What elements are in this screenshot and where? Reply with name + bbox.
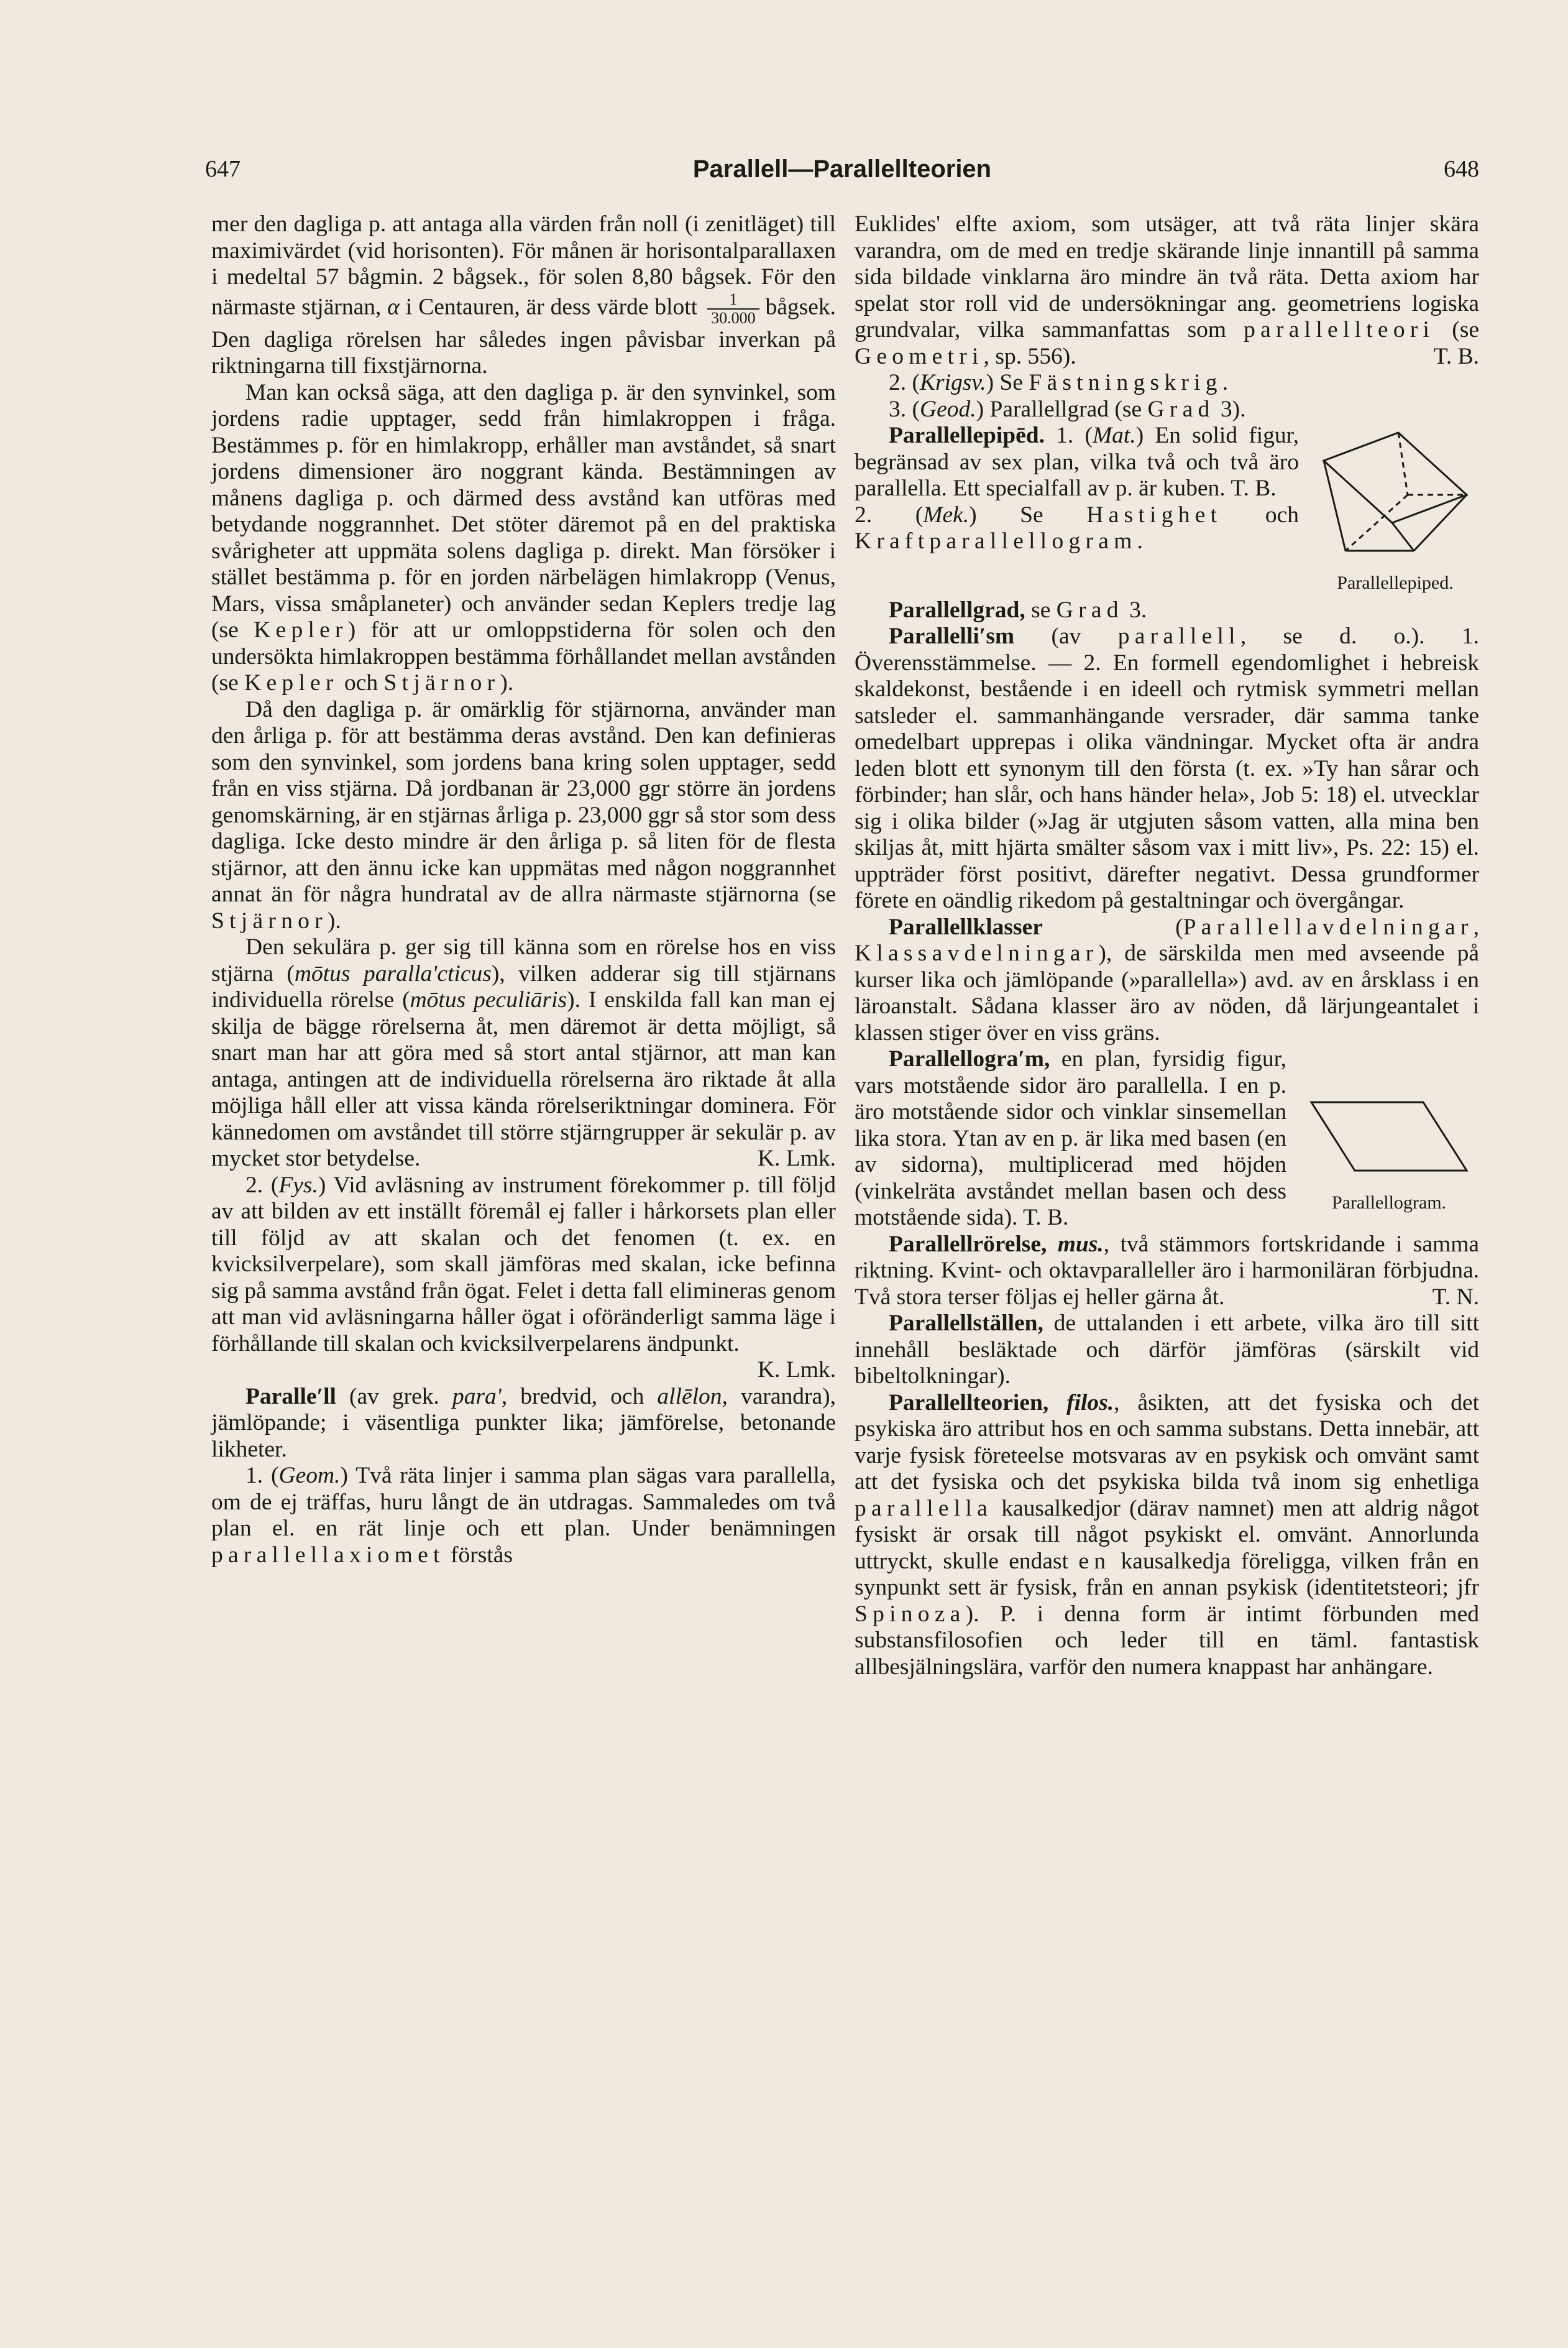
- figure-parallelogram: [1299, 1090, 1479, 1213]
- paragraph-annual-parallax: Då den dagliga p. är omärklig för stjärnorna, använder man den årliga p. för att bestämma deras avstånd. Den kan definieras som den synvinkel, som jordens bana kring solen upptager, sedd från en viss stjärna. Då jordbanan är 23,000 ggr större än jordens genomskärning, är en stjärnas årliga p. 23,000 ggr så stor som dess dagliga. Icke desto mindre är den årliga p. så liten för de flesta stjärnor, att den ännu icke kan uppmätas med någon noggrannhet annat än för några hundratal av de allra närmaste stjärnorna (se Stjärnor).: [211, 696, 836, 934]
- signature: K. Lmk.: [757, 1357, 836, 1383]
- entry-parallellrorelse: Parallellrörelse, mus., två stämmors fortskridande i samma riktning. Kvint- och oktavparalleller äro i harmoniläran förbjudna. Två stora terser följas ej heller gärna åt. T. N.: [855, 1231, 1480, 1310]
- left-column: [211, 211, 836, 1568]
- paragraph-secular-parallax: Den sekulära p. ger sig till känna som en rörelse hos en viss stjärna (mōtus parallaʹcticus), vilken adderar sig till stjärnans individuella rörelse (mōtus peculiāris). I enskilda fall kan man ej skilja de bägge rörelserna åt, men däremot är detta möjligt, så snart man har att göra med så stort antal stjärnor, att man kan antaga, antingen att de individuella rörelserna äro riktade åt alla möjliga håll eller att vissa kända rörelseriktningar dominera. För kännedomen om avståndet till större stjärngrupper är sekulär p. av mycket stor betydelse. K. Lmk.: [211, 934, 837, 1171]
- entry-headword: Parallellklasser: [889, 914, 1043, 940]
- figure-caption: Parallellepiped.: [1337, 572, 1454, 593]
- figure-parallelepiped: [1311, 426, 1479, 594]
- entry-parallellstallen: Parallellställen, de uttalanden i ett arbete, vilka äro till sitt innehåll besläktade och därför jämföras (särskilt vid bibeltolkningar).: [855, 1310, 1480, 1389]
- right-column: [855, 211, 1479, 1680]
- entry-parallellism: Parallelliʹsm (av parallell, se d. o.). 1. Överensstämmelse. — 2. En formell egendomlighet i hebreisk skaldekonst, bestående i en ideell och rytmisk symmetri mellan satsleder el. sammanhängande versrader, där samma tanke omedelbart upprepas i olika vändningar. Mycket ofta är andra leden blott ett synonym till den första (t. ex. »Ty han sårar och förbinder; han slår, och hans händer hela», Job 5: 18) el. utvecklar sig i olika bilder (»Jag är utgjuten såsom vatten, alla mina ben skiljas åt, mitt hjärta smälter såsom vax i mitt liv», Ps. 22: 15) el. uppträder först positivt, därefter negativt. Dessa grundformer förete en oändlig rikedom på gestaltningar och övergångar.: [855, 624, 1479, 913]
- entry-headword: Parallelliʹsm: [889, 624, 1015, 649]
- entry-parallellklasser: Parallellklasser (Parallellavdelningar, Klassavdelningar), de särskilda men med avseende på kurser lika och jämlöpande (»parallella») avd. av en årsklass i en läroanstalt. Sådana klasser äro av nöden, då lärjungeantalet i klassen stiger över en viss gräns.: [855, 914, 1479, 1046]
- entry-headword: Parallellograʹm,: [889, 1046, 1050, 1072]
- paragraph-geometry: 1. (Geom.) Två räta linjer i samma plan sägas vara parallella, om de ej träffas, huru långt de än utdragas. Sammaledes om två plan el. en rät linje och ett plan. Under benämningen parallellaxiomet förstås: [211, 1463, 836, 1568]
- page-number-left: 647: [205, 156, 241, 182]
- page-number-right: 648: [1444, 156, 1479, 182]
- entry-parallellepiped: Parallellepipēd. 1. (Mat.) En solid figur, begränsad av sex plan, vilka två och två äro parallella. Ett specialfall av p. är kuben. T. B. 2. (Mek.) Se Hastighet och Kraftparallellogram.: [855, 423, 1300, 554]
- signature: T. N.: [1432, 1284, 1479, 1310]
- signature: K. Lmk.: [757, 1146, 836, 1171]
- signature: T. B.: [1433, 343, 1479, 369]
- paragraph-euclid: Euklides' elfte axiom, som utsäger, att två räta linjer skära varandra, om de med en tredje skärande linje innantill på samma sida bildade vinklarna äro mindre än två räta. Detta axiom har spelat stor roll vid de undersökningar ang. geometriens logiska grundvalar, vilka sammanfattas som parallellteori (se Geometri, sp. 556). T. B.: [855, 211, 1480, 369]
- figure-caption: Parallellogram.: [1331, 1192, 1447, 1213]
- entry-parallellgrad: Parallellgrad, se Grad 3.: [889, 597, 1147, 623]
- entry-headword: Parallellställen,: [889, 1310, 1043, 1336]
- entry-parallellogram: Parallellograʹm, en plan, fyrsidig figur, vars motstående sidor äro parallella. I en p. äro motstående sidor och vinklar sinsemellan lika stora. Ytan av en p. är lika med basen (en av sidorna), multiplicerad med höjden (vinkelräta avståndet mellan basen och dess motstående sida). T. B.: [855, 1046, 1286, 1230]
- running-title: Parallell—Parallellteorien: [692, 155, 992, 183]
- paragraph-physics: 2. (Fys.) Vid avläsning av instrument förekommer p. till följd av att bilden av ett inställt föremål ej faller i hårkorsets plan eller till följd av att skalan och det fenomen (t. ex. en kvicksilverpelare), som skall jämföras med skalan, icke befinna sig på samma avstånd från ögat. Felet i detta fall elimineras genom att man vid avläsningarna håller ögat i oföränderligt samma läge i förhållande till skalan och kvicksilverpelarens ändpunkt. K. Lmk.: [211, 1172, 836, 1383]
- parallelepiped-figure: [1311, 426, 1479, 563]
- paragraph-geod: 3. (Geod.) Parallellgrad (se Grad 3).: [889, 396, 1246, 422]
- entry-parallell: Paralleʹll (av grek. paraʹ, bredvid, och allēlon, varandra), jämlöpande; i väsentliga punkter lika; jämförelse, betonande likheter.: [211, 1383, 837, 1462]
- page-header: [205, 155, 1479, 193]
- paragraph-horizontal-parallax: mer den dagliga p. att antaga alla värden från noll (i zenitläget) till maximivärdet (vid horisonten). För månen är horisontalparallaxen i medeltal 57 bågmin. 2 bågsek., för solen 8,80 bågsek. För den närmaste stjärnan, α i Centauren, är dess värde blott $\frac{1}{30.000}$ bågsek. Den dagliga rörelsen har således ingen påvisbar inverkan på riktningarna till fixstjärnorna.: [211, 211, 836, 379]
- entry-headword: Parallellepipēd.: [889, 423, 1045, 448]
- entry-headword: Paralleʹll: [245, 1383, 336, 1409]
- entry-parallellteorien: Parallellteorien, filos., åsikten, att det fysiska och det psykiska äro attribut hos en och samma substans. Detta innebär, att varje fysisk företeelse motsvaras av en psykisk och omvänt samt att det fysiska och det psykiska bilda två inom sig enhetliga parallella kausalkedjor (därav namnet) men att aldrig något fysiskt är orsak till något psykiskt el. omvänt. Annorlunda uttryckt, skulle endast en kausalkedja föreligga, vilken från en synpunkt sett är fysisk, från en annan psykisk (identitetsteori; jfr Spinoza). P. i denna form är intimt förbunden med substansfilosofien och leder till en täml. fantastisk allbesjälningslära, varför den numera knappast har anhängare.: [855, 1389, 1480, 1680]
- paragraph-daily-parallax: Man kan också säga, att den dagliga p. är den synvinkel, som jordens radie upptager, sedd från himlakroppen i fråga. Bestämmes p. för en himlakropp, erhåller man avståndet, så snart jordens dimensioner äro noggrant kända. Bestämningen av månens dagliga p. och därmed dess avstånd kan utföras med betydande noggrannhet. Det stöter däremot på en del praktiska svårigheter att uppmäta solens dagliga p. direkt. Man försöker i stället bestämma p. för en jorden närbelägen himlakropp (Venus, Mars, vissa småplaneter) och använder sedan Keplers tredje lag (se Kepler) för att ur omloppstiderna för solen och den undersökta himlakroppen bestämma förhållandet mellan avstånden (se Kepler och Stjärnor).: [211, 379, 836, 696]
- paragraph-krigsv: 2. (Krigsv.) Se Fästningskrig.: [889, 370, 1229, 395]
- entry-headword: Parallellteorien,: [889, 1389, 1049, 1416]
- parallelogram-figure: [1299, 1090, 1479, 1183]
- entry-headword: Parallellgrad,: [889, 597, 1025, 623]
- entry-headword: Parallellrörelse,: [889, 1231, 1047, 1257]
- fraction: $\frac{1}{30.000}$: [707, 291, 759, 327]
